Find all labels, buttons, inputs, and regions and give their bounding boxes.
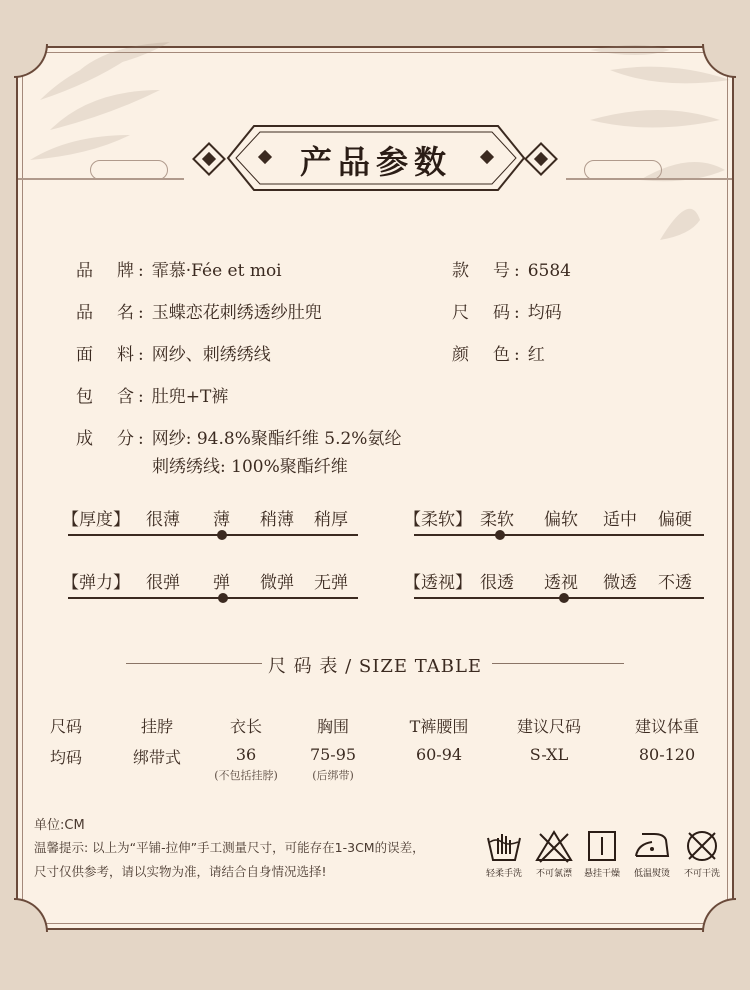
- scale-option: 透视: [544, 573, 578, 593]
- table-header: 尺码: [49, 717, 82, 736]
- diamond-icon: [520, 142, 560, 178]
- scale-line: [414, 534, 704, 536]
- scale-option: 很透: [480, 573, 514, 593]
- low-iron-icon: [630, 828, 674, 864]
- scale-indicator-dot: [559, 593, 569, 603]
- no-bleach-icon: [534, 828, 574, 864]
- scale-indicator-dot: [218, 593, 228, 603]
- page-title: 产品参数: [299, 143, 452, 181]
- info-includes: 包含 : 肚兜+T裤: [76, 387, 229, 407]
- scale-transparency: 【透视】 很透 透视 微透 不透: [404, 568, 704, 608]
- scale-option: 弹: [213, 573, 230, 593]
- hang-dry-icon: [582, 828, 622, 864]
- scale-line: [68, 534, 358, 536]
- table-header: 衣长: [229, 717, 262, 736]
- scale-option: 不透: [658, 573, 692, 593]
- table-subnote: (后绑带): [312, 769, 354, 782]
- table-header: 建议体重: [634, 717, 699, 736]
- diamond-icon: [190, 142, 230, 178]
- info-style-no: 款号 : 6584: [452, 261, 571, 281]
- size-table-title: 尺 码 表 / SIZE TABLE: [267, 656, 483, 677]
- scale-option: 偏软: [544, 510, 578, 530]
- table-header: 胸围: [316, 717, 349, 736]
- scale-option: 稍厚: [314, 510, 348, 530]
- scale-option: 柔软: [480, 510, 514, 530]
- table-cell: 绑带式: [132, 748, 181, 767]
- info-fabric: 面料 : 网纱、刺绣绣线: [76, 345, 271, 365]
- info-brand: 品牌 : 霏慕·Fée et moi: [76, 261, 282, 281]
- table-cell: 36: [235, 745, 257, 764]
- scale-indicator-dot: [495, 530, 505, 540]
- scale-thickness: 【厚度】 很薄 薄 稍薄 稍厚: [62, 505, 358, 545]
- scale-option: 稍薄: [260, 510, 294, 530]
- scale-option: 微弹: [260, 573, 294, 593]
- care-no-bleach: 不可氯漂: [526, 828, 582, 879]
- cloud-ornament: [90, 160, 168, 180]
- scale-indicator-dot: [217, 530, 227, 540]
- info-size: 尺码 : 均码: [452, 303, 562, 323]
- table-cell: 60-94: [415, 745, 463, 764]
- tip-line-2: 尺寸仅供参考，请以实物为准，请结合自身情况选择!: [34, 864, 327, 879]
- cloud-ornament: [584, 160, 662, 180]
- care-low-iron: 低温熨烫: [624, 828, 680, 879]
- info-name: 品名 : 玉蝶恋花刺绣透纱肚兜: [76, 303, 322, 323]
- info-color: 颜色 : 红: [452, 345, 545, 365]
- scale-option: 很薄: [146, 510, 180, 530]
- scale-softness: 【柔软】 柔软 偏软 适中 偏硬: [404, 505, 704, 545]
- scale-elasticity: 【弹力】 很弹 弹 微弹 无弹: [62, 568, 358, 608]
- table-header: T裤腰围: [409, 717, 469, 736]
- scale-option: 无弹: [314, 573, 348, 593]
- scale-option: 适中: [603, 510, 637, 530]
- tip-line-1: 温馨提示: 以上为“平铺-拉伸”手工测量尺寸，可能存在1-3CM的误差，: [34, 840, 425, 855]
- hand-wash-icon: [484, 828, 524, 864]
- care-hand-wash: 轻柔手洗: [476, 828, 532, 879]
- scale-option: 微透: [603, 573, 637, 593]
- scale-line: [68, 597, 358, 599]
- title-banner: [0, 122, 750, 194]
- info-composition: 成分 : 网纱: 94.8%聚酯纤维 5.2%氨纶: [76, 429, 402, 449]
- table-cell: 80-120: [638, 745, 696, 764]
- care-hang-dry: 悬挂干燥: [574, 828, 630, 879]
- unit-note: 单位:CM: [34, 818, 85, 833]
- scale-option: 偏硬: [658, 510, 692, 530]
- table-header: 挂脖: [140, 717, 173, 736]
- table-cell: S-XL: [529, 745, 569, 764]
- no-dry-clean-icon: [682, 828, 722, 864]
- care-no-dry-clean: 不可干洗: [674, 828, 730, 879]
- scale-option: 薄: [213, 510, 230, 530]
- table-cell: 75-95: [309, 745, 357, 764]
- table-header: 建议尺码: [516, 717, 581, 736]
- info-composition-line2: 刺绣绣线: 100%聚酯纤维: [152, 457, 348, 477]
- table-cell: 均码: [49, 748, 82, 767]
- scale-option: 很弹: [146, 573, 180, 593]
- table-subnote: (不包括挂脖): [214, 769, 278, 782]
